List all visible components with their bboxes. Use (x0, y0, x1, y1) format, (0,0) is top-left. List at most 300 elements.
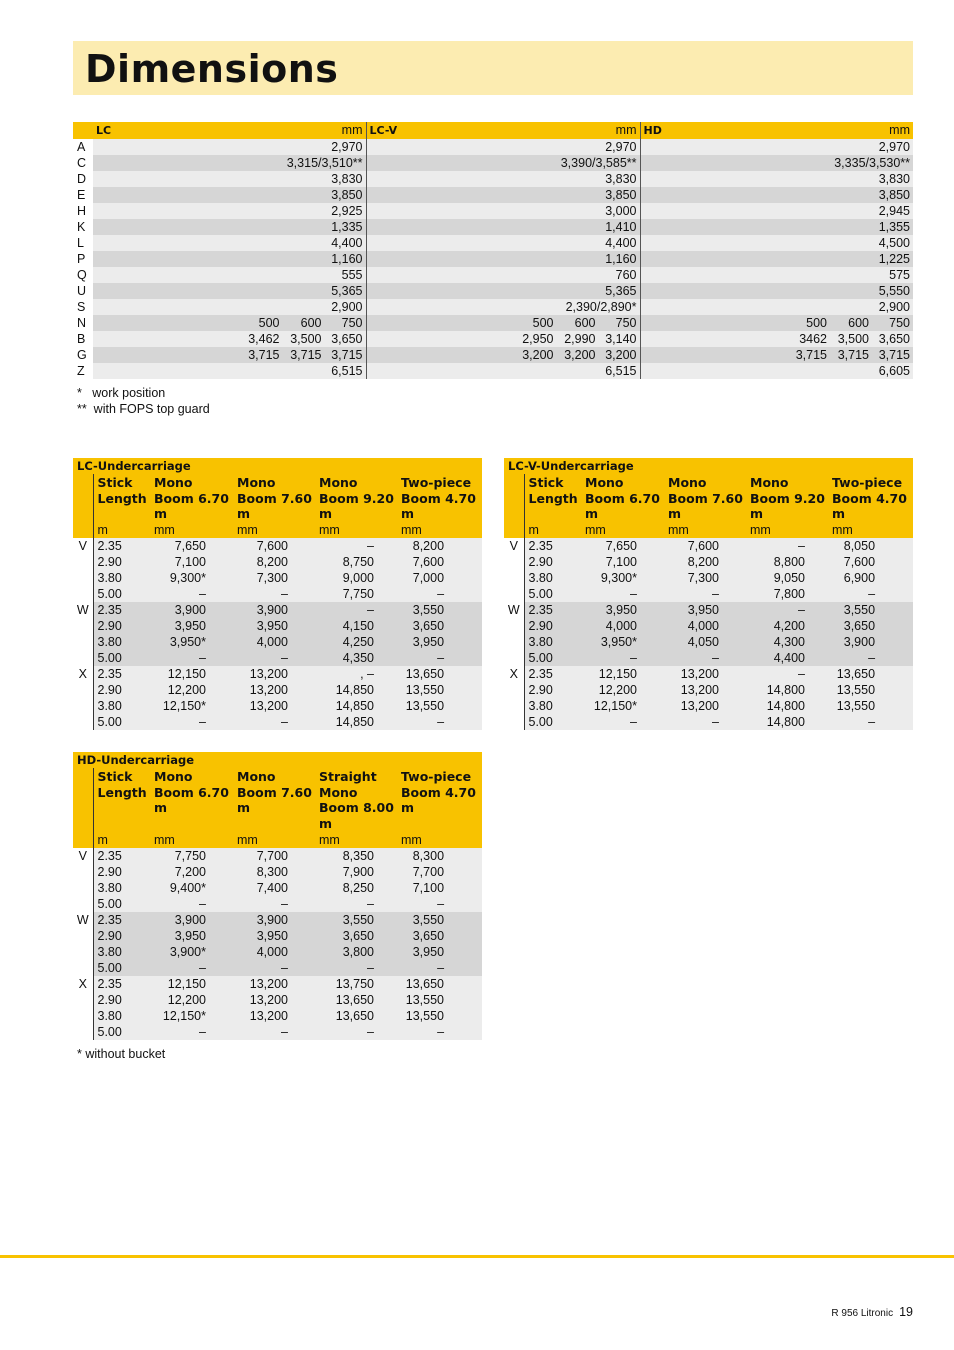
uc-cell: 4,000 (234, 634, 316, 650)
value-text: 3,715 (290, 348, 322, 362)
model-name: LC (96, 124, 112, 137)
uc-cell: 8,750 (316, 554, 398, 570)
uc-cell: 3.80 (524, 698, 582, 714)
dimension-value (93, 347, 366, 363)
uc-cell: 8,200 (234, 554, 316, 570)
group-key: V (504, 538, 524, 602)
uc-cell: 3,550 (316, 912, 398, 928)
value-text: 750 (889, 316, 910, 330)
uc-cell: 5.00 (93, 1024, 151, 1040)
uc-cell: – (316, 602, 398, 618)
uc-cell: 3,550 (829, 602, 913, 618)
value-text: 3,850 (878, 188, 910, 202)
model-unit: mm (889, 123, 910, 137)
value-text: 3,500 (290, 332, 322, 346)
uc-cell: – (747, 666, 829, 682)
uc-cell: 13,650 (316, 1008, 398, 1024)
dimension-value (366, 315, 640, 331)
uc-cell: 8,250 (316, 880, 398, 896)
uc-cell: 13,200 (234, 992, 316, 1008)
dimension-value (640, 251, 913, 267)
main-notes (77, 385, 210, 417)
uc-cell: 3,900 (234, 912, 316, 928)
uc-cell: 7,650 (582, 538, 665, 554)
uc-cell: – (665, 714, 747, 730)
uc-data-row (73, 634, 482, 650)
dimension-key: K (73, 219, 93, 235)
uc-data-row (73, 554, 482, 570)
unit-label: mm (234, 832, 316, 848)
value-triplet (96, 331, 363, 347)
unit-label: mm (747, 522, 829, 538)
unit-label: mm (398, 522, 482, 538)
uc-title-row (504, 458, 913, 474)
uc-cell: 2.35 (93, 666, 151, 682)
dimension-value (366, 299, 640, 315)
uc-cell: 4,150 (316, 618, 398, 634)
group-key: W (73, 602, 93, 666)
uc-cell: – (234, 1024, 316, 1040)
uc-cell: 7,700 (234, 848, 316, 864)
header-blank (73, 122, 93, 139)
uc-cell: 3,900 (234, 602, 316, 618)
dimension-row (73, 283, 913, 299)
value-text: 3,850 (605, 188, 637, 202)
uc-cell: 8,800 (747, 554, 829, 570)
uc-cell: – (234, 714, 316, 730)
group-key: X (504, 666, 524, 730)
uc-cell: – (665, 650, 747, 666)
value-text: 600 (300, 316, 322, 330)
uc-cell: 3,550 (398, 912, 482, 928)
uc-data-row (504, 698, 913, 714)
dimension-key: C (73, 155, 93, 171)
dimension-key: E (73, 187, 93, 203)
uc-cell: – (316, 960, 398, 976)
uc-cell: 8,350 (316, 848, 398, 864)
footer-doc: R 956 Litronic (831, 1308, 894, 1319)
uc-cell: 7,300 (234, 570, 316, 586)
column-header: Two-piece Boom 4.70 m (829, 474, 913, 522)
uc-cell: 7,750 (151, 848, 234, 864)
uc-cell: – (829, 650, 913, 666)
uc-cell: 3,650 (316, 928, 398, 944)
dimension-row (73, 363, 913, 379)
value-text: 575 (889, 268, 910, 282)
dimension-key: S (73, 299, 93, 315)
uc-cell: – (316, 1024, 398, 1040)
value-text: 2,970 (331, 140, 363, 154)
value-text: 1,410 (605, 220, 637, 234)
dimension-value (366, 347, 640, 363)
unit-label: mm (234, 522, 316, 538)
dimension-value (640, 347, 913, 363)
uc-cell: 14,800 (747, 714, 829, 730)
dimension-value (640, 299, 913, 315)
uc-cell: 3,950 (398, 634, 482, 650)
dimension-row (73, 139, 913, 155)
uc-cell: – (151, 650, 234, 666)
uc-cell: 13,550 (398, 1008, 482, 1024)
dimension-row (73, 331, 913, 347)
uc-data-row (73, 1024, 482, 1040)
value-text: 555 (341, 268, 363, 282)
dimension-value (366, 139, 640, 155)
value-text: 3462 (799, 332, 827, 346)
value-text: 3,200 (605, 348, 637, 362)
dimension-value (93, 331, 366, 347)
uc-cell: – (316, 538, 398, 554)
value-text: 5,365 (331, 284, 363, 298)
header-blank (73, 768, 93, 832)
value-triplet (644, 315, 911, 331)
uc-cell: 7,750 (316, 586, 398, 602)
column-header: Mono Boom 6.70 m (151, 768, 234, 832)
value-text: 3,715 (331, 348, 363, 362)
uc-cell: 3.80 (93, 698, 151, 714)
value-text: 3,830 (331, 172, 363, 186)
value-triplet (644, 347, 911, 363)
value-text: 4,500 (878, 236, 910, 250)
uc-cell: 9,400* (151, 880, 234, 896)
dimension-value (640, 139, 913, 155)
group-key: V (73, 848, 93, 912)
unit-label: m (93, 522, 151, 538)
uc-cell: 5.00 (93, 960, 151, 976)
dimension-value (640, 267, 913, 283)
uc-cell: 14,850 (316, 698, 398, 714)
uc-cell: 5.00 (524, 714, 582, 730)
value-text: 500 (806, 316, 827, 330)
uc-cell: 4,050 (665, 634, 747, 650)
value-text: 2,390/2,890* (565, 300, 637, 314)
value-text: 2,945 (878, 204, 910, 218)
uc-cell: – (582, 586, 665, 602)
uc-cell: 9,050 (747, 570, 829, 586)
uc-cell: 2.90 (524, 682, 582, 698)
uc-data-row (504, 618, 913, 634)
uc-cell: 7,100 (582, 554, 665, 570)
uc-unit-row (504, 522, 913, 538)
uc-cell: – (234, 896, 316, 912)
value-text: 6,515 (605, 364, 637, 378)
value-text: 5,550 (878, 284, 910, 298)
uc-cell: 13,550 (398, 682, 482, 698)
uc-cell: 13,200 (234, 976, 316, 992)
value-text: 3,850 (331, 188, 363, 202)
uc-cell: 13,200 (234, 698, 316, 714)
value-text: 3,335/3,530** (834, 156, 910, 170)
dimension-value (366, 171, 640, 187)
dimension-value (93, 219, 366, 235)
dimension-value (366, 267, 640, 283)
column-header: Mono Boom 9.20 m (747, 474, 829, 522)
dimension-value (366, 331, 640, 347)
uc-data-row (73, 650, 482, 666)
uc-column-headers (504, 474, 913, 522)
value-triplet (370, 331, 637, 347)
uc-data-row (504, 538, 913, 554)
uc-cell: 4,400 (747, 650, 829, 666)
uc-column-headers (73, 474, 482, 522)
uc-cell: – (151, 896, 234, 912)
uc-cell: 4,300 (747, 634, 829, 650)
uc-cell: 2.35 (93, 602, 151, 618)
dimension-key: H (73, 203, 93, 219)
uc-cell: 13,650 (398, 976, 482, 992)
uc-column-headers (73, 768, 482, 832)
value-text: 3,462 (248, 332, 280, 346)
dimension-value (93, 203, 366, 219)
uc-cell: 3,950 (234, 928, 316, 944)
uc-cell: 5.00 (93, 896, 151, 912)
uc-cell: 13,650 (398, 666, 482, 682)
dimension-row (73, 315, 913, 331)
uc-data-row (504, 714, 913, 730)
uc-cell: – (234, 586, 316, 602)
model-header (366, 122, 640, 139)
uc-cell: – (151, 586, 234, 602)
uc-cell: 12,150 (151, 976, 234, 992)
group-key: X (73, 976, 93, 1040)
uc-cell: 3,650 (398, 928, 482, 944)
header-blank (504, 522, 524, 538)
uc-cell: – (582, 714, 665, 730)
value-text: 3,000 (605, 204, 637, 218)
model-unit: mm (615, 123, 637, 137)
uc-cell: 3,900 (829, 634, 913, 650)
model-unit: mm (341, 123, 363, 137)
header-blank (73, 474, 93, 522)
uc-cell: 8,300 (398, 848, 482, 864)
dimension-value (93, 267, 366, 283)
uc-cell: 12,200 (582, 682, 665, 698)
uc-cell: 7,800 (747, 586, 829, 602)
header-blank (73, 832, 93, 848)
uc-cell: 13,650 (829, 666, 913, 682)
dimension-value (93, 139, 366, 155)
uc-cell: 14,800 (747, 682, 829, 698)
uc-cell: 3,950 (582, 602, 665, 618)
uc-cell: 12,200 (151, 992, 234, 1008)
uc-cell: 13,550 (829, 682, 913, 698)
uc-data-row (73, 586, 482, 602)
uc-cell: 2.35 (524, 602, 582, 618)
uc-data-row (73, 928, 482, 944)
value-text: 500 (532, 316, 554, 330)
dimension-value (366, 203, 640, 219)
uc-cell: 2.90 (93, 864, 151, 880)
note-work-position: * work position (77, 386, 166, 400)
uc-data-row (504, 666, 913, 682)
header-blank (73, 522, 93, 538)
unit-label: m (524, 522, 582, 538)
uc-title-row (73, 752, 482, 768)
main-dimensions-table (73, 122, 913, 379)
value-triplet (370, 315, 637, 331)
uc-data-row (73, 570, 482, 586)
value-text: 3,715 (837, 348, 869, 362)
footer (831, 1305, 913, 1319)
value-text: 750 (615, 316, 637, 330)
uc-cell: 3.80 (93, 634, 151, 650)
column-header: Stick Length (93, 768, 151, 832)
uc-data-row (73, 896, 482, 912)
uc-cell: 12,200 (151, 682, 234, 698)
uc-cell: – (747, 538, 829, 554)
uc-cell: 3,900 (151, 602, 234, 618)
page-number: 19 (899, 1305, 913, 1319)
value-text: 6,605 (878, 364, 910, 378)
uc-cell: 3,550 (398, 602, 482, 618)
uc-cell: – (398, 586, 482, 602)
uc-cell: 3,950 (151, 928, 234, 944)
uc-data-row (73, 538, 482, 554)
uc-cell: 3.80 (93, 880, 151, 896)
dimension-row (73, 155, 913, 171)
group-key: W (73, 912, 93, 976)
unit-label: m (93, 832, 151, 848)
uc-cell: 9,000 (316, 570, 398, 586)
uc-title: HD-Undercarriage (73, 752, 482, 768)
uc-data-row (73, 864, 482, 880)
value-triplet (644, 331, 911, 347)
column-header: Straight Mono Boom 8.00 m (316, 768, 398, 832)
uc-cell: 3.80 (93, 944, 151, 960)
dimension-key: D (73, 171, 93, 187)
uc-data-row (73, 912, 482, 928)
dimension-key: Z (73, 363, 93, 379)
unit-label: mm (829, 522, 913, 538)
dimension-value (366, 363, 640, 379)
uc-cell: 8,200 (398, 538, 482, 554)
uc-cell: 3.80 (524, 634, 582, 650)
column-header: Mono Boom 7.60 m (234, 768, 316, 832)
uc-cell: 3,950* (151, 634, 234, 650)
uc-data-row (73, 618, 482, 634)
uc-data-row (504, 554, 913, 570)
dimension-value (366, 187, 640, 203)
uc-data-row (73, 666, 482, 682)
uc-title: LC-V-Undercarriage (504, 458, 913, 474)
header-blank (504, 474, 524, 522)
value-text: 2,950 (522, 332, 554, 346)
uc-cell: 5.00 (524, 650, 582, 666)
uc-cell: 13,550 (829, 698, 913, 714)
uc-data-row (504, 570, 913, 586)
dimension-value (93, 315, 366, 331)
uc-cell: 2.90 (93, 682, 151, 698)
value-text: 600 (574, 316, 596, 330)
value-text: 6,515 (331, 364, 363, 378)
uc-cell: – (582, 650, 665, 666)
unit-label: mm (582, 522, 665, 538)
uc-cell: 2.35 (93, 848, 151, 864)
dimension-value (640, 331, 913, 347)
uc-cell: 7,100 (398, 880, 482, 896)
unit-label: mm (665, 522, 747, 538)
page-title: Dimensions (85, 47, 339, 91)
column-header: Stick Length (93, 474, 151, 522)
uc-cell: – (398, 960, 482, 976)
dimension-value (640, 283, 913, 299)
uc-cell: 4,000 (234, 944, 316, 960)
uc-cell: 12,150 (582, 666, 665, 682)
uc-cell: 2.90 (93, 992, 151, 1008)
uc-data-row (73, 976, 482, 992)
dimension-value (366, 155, 640, 171)
uc-cell: 7,300 (665, 570, 747, 586)
title-bar (73, 41, 913, 95)
uc-cell: 5.00 (524, 586, 582, 602)
uc-cell: 7,400 (234, 880, 316, 896)
model-name: LC-V (369, 124, 398, 137)
uc-cell: – (829, 586, 913, 602)
main-header-row (73, 122, 913, 139)
uc-cell: 3,950* (582, 634, 665, 650)
dimension-row (73, 251, 913, 267)
value-triplet (96, 315, 363, 331)
dimension-key: N (73, 315, 93, 331)
value-text: 3,715 (878, 348, 910, 362)
value-text: 3,715 (795, 348, 827, 362)
unit-label: mm (151, 522, 234, 538)
unit-label: mm (316, 522, 398, 538)
uc-cell: 12,150* (582, 698, 665, 714)
uc-cell: 4,000 (582, 618, 665, 634)
uc-unit-row (73, 522, 482, 538)
column-header: Mono Boom 6.70 m (151, 474, 234, 522)
dimension-key: U (73, 283, 93, 299)
uc-unit-row (73, 832, 482, 848)
column-header: Mono Boom 9.20 m (316, 474, 398, 522)
column-header: Mono Boom 6.70 m (582, 474, 665, 522)
value-text: 3,650 (878, 332, 910, 346)
dimension-value (93, 171, 366, 187)
uc-cell: 13,200 (665, 682, 747, 698)
uc-cell: 4,250 (316, 634, 398, 650)
lcv-undercarriage-table (504, 458, 913, 730)
uc-title: LC-Undercarriage (73, 458, 482, 474)
value-text: 3,500 (837, 332, 869, 346)
unit-label: mm (316, 832, 398, 848)
uc-cell: 7,600 (829, 554, 913, 570)
uc-data-row (73, 1008, 482, 1024)
dimension-value (640, 315, 913, 331)
dimension-value (640, 187, 913, 203)
uc-data-row (504, 602, 913, 618)
dimension-value (640, 235, 913, 251)
model-header (640, 122, 913, 139)
dimension-value (93, 235, 366, 251)
dimension-key: B (73, 331, 93, 347)
uc-cell: 7,600 (234, 538, 316, 554)
uc-cell: 12,150* (151, 1008, 234, 1024)
uc-cell: 2.35 (93, 912, 151, 928)
value-text: 3,315/3,510** (286, 156, 363, 170)
uc-cell: 7,100 (151, 554, 234, 570)
model-header (93, 122, 366, 139)
column-header: Mono Boom 7.60 m (234, 474, 316, 522)
value-text: 1,225 (878, 252, 910, 266)
uc-data-row (73, 698, 482, 714)
dimension-value (366, 219, 640, 235)
uc-cell: 5.00 (93, 586, 151, 602)
dimension-key: Q (73, 267, 93, 283)
dimension-value (93, 251, 366, 267)
column-header: Stick Length (524, 474, 582, 522)
value-text: 3,830 (878, 172, 910, 186)
